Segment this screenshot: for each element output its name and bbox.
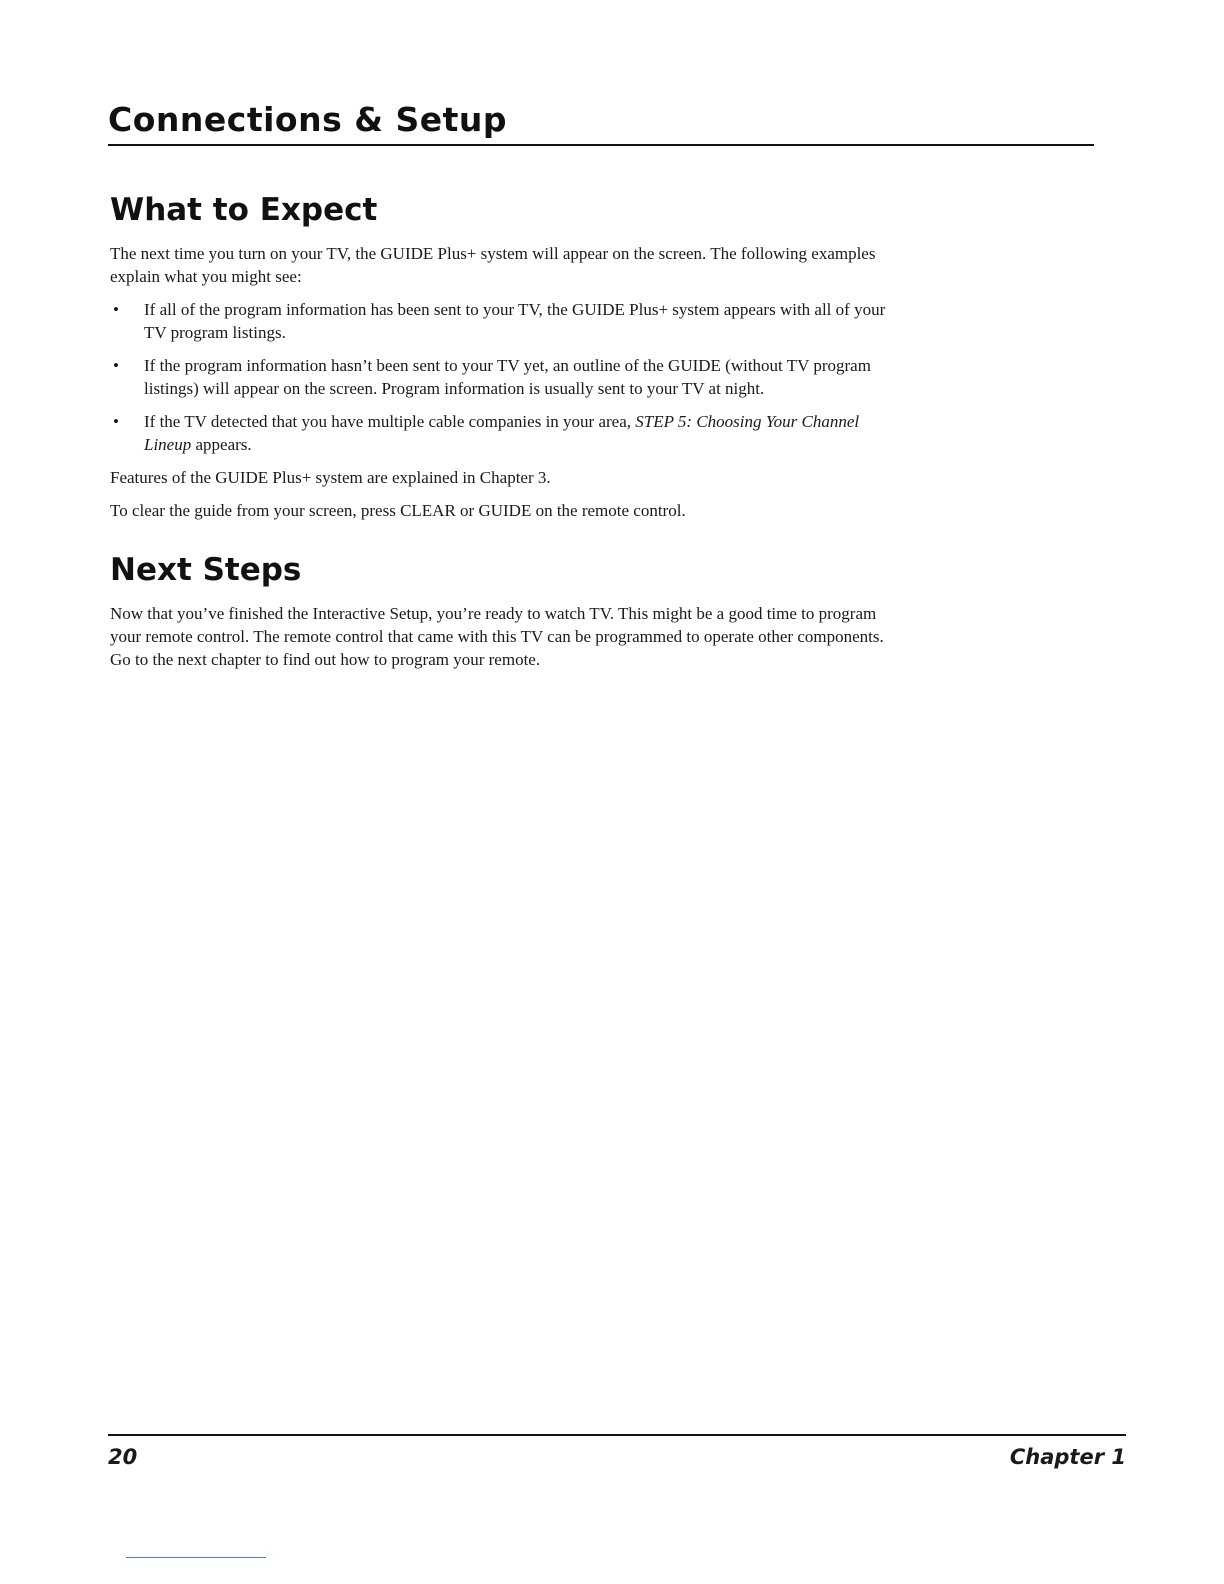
next-steps-paragraph: Now that you’ve finished the Interactive Setup, you’re ready to watch TV. This might be a good time to program your remote control. The remote control that came with this TV can be programmed to operate other components. Go to the next chapter to find out how to program your remote.: [110, 604, 884, 669]
section-next-steps: [110, 550, 900, 671]
page-footer: [108, 1434, 1126, 1472]
list-item-text-suffix: appears.: [191, 435, 252, 454]
list-item-text: If the program information hasn’t been sent to your TV yet, an outline of the GUIDE (without TV program listings) will appear on the screen. Program information is usually sent to your TV at night.: [144, 356, 871, 398]
clear-note: To clear the guide from your screen, press CLEAR or GUIDE on the remote control.: [110, 501, 686, 520]
intro-paragraph: The next time you turn on your TV, the GUIDE Plus+ system will appear on the screen. The following examples explain what you might see:: [110, 244, 876, 286]
page-content: [110, 190, 900, 681]
features-note: Features of the GUIDE Plus+ system are explained in Chapter 3.: [110, 468, 551, 487]
section-title-next-steps: Next Steps: [110, 552, 302, 588]
scan-edge-line: [126, 1557, 266, 1558]
section-title-what-to-expect: What to Expect: [110, 192, 378, 228]
step-reference: STEP 5: Choosing Your Channel Lineup: [144, 412, 860, 454]
list-item-text: If all of the program information has been sent to your TV, the GUIDE Plus+ system appears with all of your TV program listings.: [144, 300, 886, 342]
list-item: [110, 410, 900, 456]
page-header: [108, 98, 1094, 146]
chapter-heading: Connections & Setup: [108, 100, 508, 139]
header-rule: [108, 144, 1094, 146]
list-item-text-prefix: If the TV detected that you have multiple cable companies in your area,: [144, 412, 636, 431]
page-number: 20: [108, 1445, 138, 1469]
list-item: [110, 354, 900, 400]
footer-row: [108, 1442, 1126, 1472]
list-item: [110, 298, 900, 344]
bullet-icon: •: [113, 412, 119, 431]
bullet-icon: •: [113, 300, 119, 319]
section-what-to-expect: [110, 190, 900, 522]
section-spacer: [110, 532, 900, 550]
bullet-icon: •: [113, 356, 119, 375]
expectation-list: [110, 298, 900, 456]
footer-rule: [108, 1434, 1126, 1436]
chapter-label: Chapter 1: [1009, 1445, 1126, 1469]
